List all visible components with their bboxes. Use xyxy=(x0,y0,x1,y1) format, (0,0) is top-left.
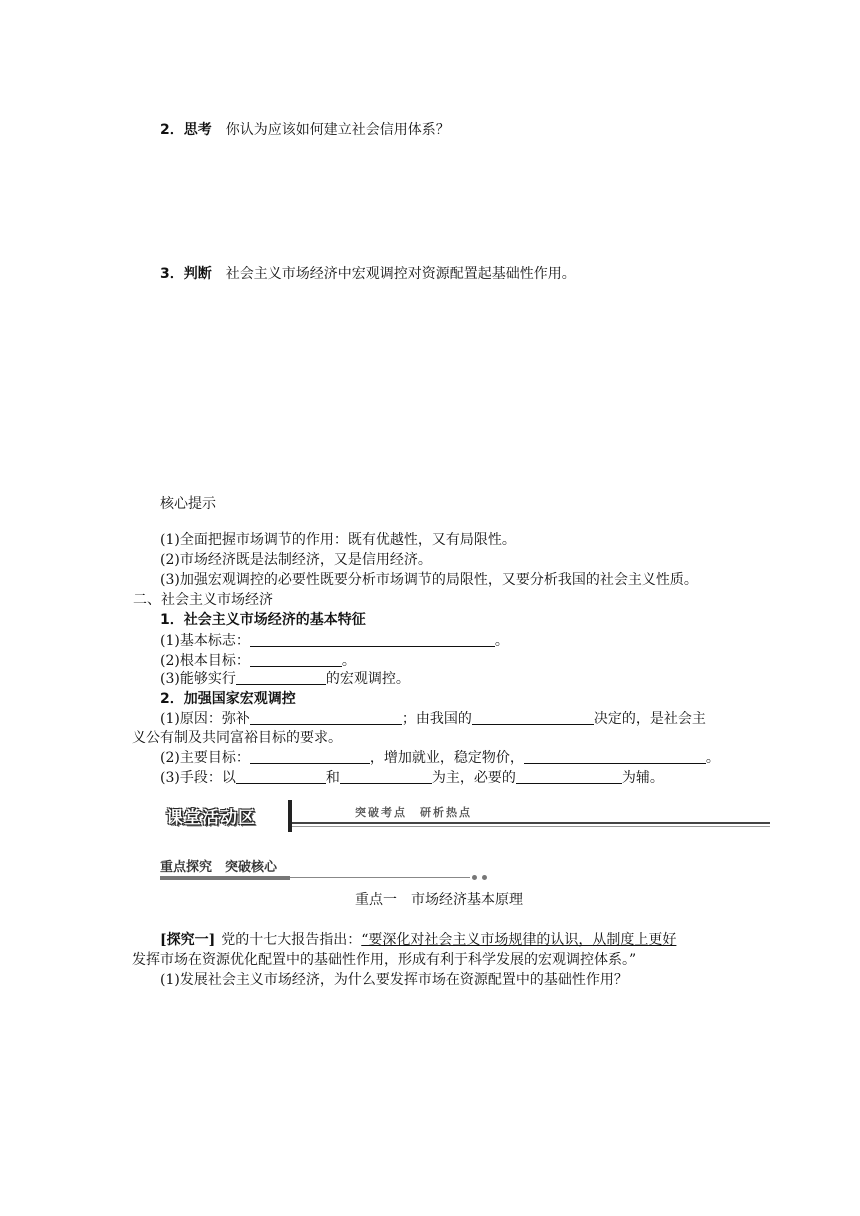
question-2-text: 你认为应该如何建立社会信用体系？ xyxy=(225,122,450,138)
dot-icon xyxy=(472,875,477,880)
fill-blank[interactable] xyxy=(340,769,432,784)
fill-blank[interactable] xyxy=(250,749,370,764)
feature-line-2: (2)根本目标： 。 xyxy=(160,653,356,669)
explore-1-line-1: [探究一] 党的十七大报告指出：“要深化对社会主义市场规律的认识，从制度上更好 xyxy=(160,932,677,948)
means-line: (3)手段：以 和 为主，必要的 为辅。 xyxy=(160,770,664,786)
feature-line-3: (3)能够实行 的宏观调控。 xyxy=(160,671,410,687)
fill-blank[interactable] xyxy=(250,632,495,647)
banner-divider xyxy=(288,800,292,832)
question-2 xyxy=(160,120,450,140)
explore-1-question-1: (1)发展社会主义市场经济，为什么要发挥市场在资源配置中的基础性作用？ xyxy=(160,972,628,988)
fill-blank[interactable] xyxy=(236,769,326,784)
fill-blank[interactable] xyxy=(250,652,342,667)
subbanner-title: 重点探究 突破核心 xyxy=(160,860,278,875)
fill-blank[interactable] xyxy=(516,769,622,784)
focus-subbanner xyxy=(160,856,500,882)
goal-line: (2)主要目标： ，增加就业，稳定物价， 。 xyxy=(160,750,720,766)
focus-title: 重点一 市场经济基本原理 xyxy=(355,892,523,908)
fill-blank[interactable] xyxy=(250,710,402,725)
question-2-label: 2．思考 xyxy=(160,122,212,138)
question-3 xyxy=(160,264,576,284)
tips-heading: 核心提示 xyxy=(160,496,216,512)
explore-label: [探究一] xyxy=(160,932,216,948)
banner-title: 课堂活动区 xyxy=(166,808,256,828)
tips-item: (1)全面把握市场调节的作用：既有优越性，又有局限性。 xyxy=(160,532,516,548)
fill-blank[interactable] xyxy=(472,710,594,725)
class-activity-banner xyxy=(160,800,770,832)
tips-item: (2)市场经济既是法制经济，又是信用经济。 xyxy=(160,552,432,568)
question-3-label: 3．判断 xyxy=(160,266,212,282)
reason-line-cont: 义公有制及共同富裕目标的要求。 xyxy=(132,730,342,746)
reason-line: (1)原因：弥补 ；由我国的 决定的，是社会主 xyxy=(160,711,706,727)
banner-rule xyxy=(292,822,770,824)
feature-heading: 1．社会主义市场经济的基本特征 xyxy=(160,612,366,628)
fill-blank[interactable] xyxy=(236,670,326,685)
question-3-text: 社会主义市场经济中宏观调控对资源配置起基础性作用。 xyxy=(225,266,576,282)
banner-subtitle: 突破考点 研析热点 xyxy=(355,806,472,819)
fill-blank[interactable] xyxy=(524,749,706,764)
feature-line-1: (1)基本标志： 。 xyxy=(160,633,509,649)
explore-1-line-2: 发挥市场在资源优化配置中的基础性作用，形成有利于科学发展的宏观调控体系。” xyxy=(132,952,637,968)
tips-item: (3)加强宏观调控的必要性既要分析市场调节的局限性，又要分析我国的社会主义性质。 xyxy=(160,572,698,588)
section-2-title: 二、社会主义市场经济 xyxy=(133,592,273,608)
dot-icon xyxy=(482,875,487,880)
macro-heading: 2．加强国家宏观调控 xyxy=(160,691,296,707)
